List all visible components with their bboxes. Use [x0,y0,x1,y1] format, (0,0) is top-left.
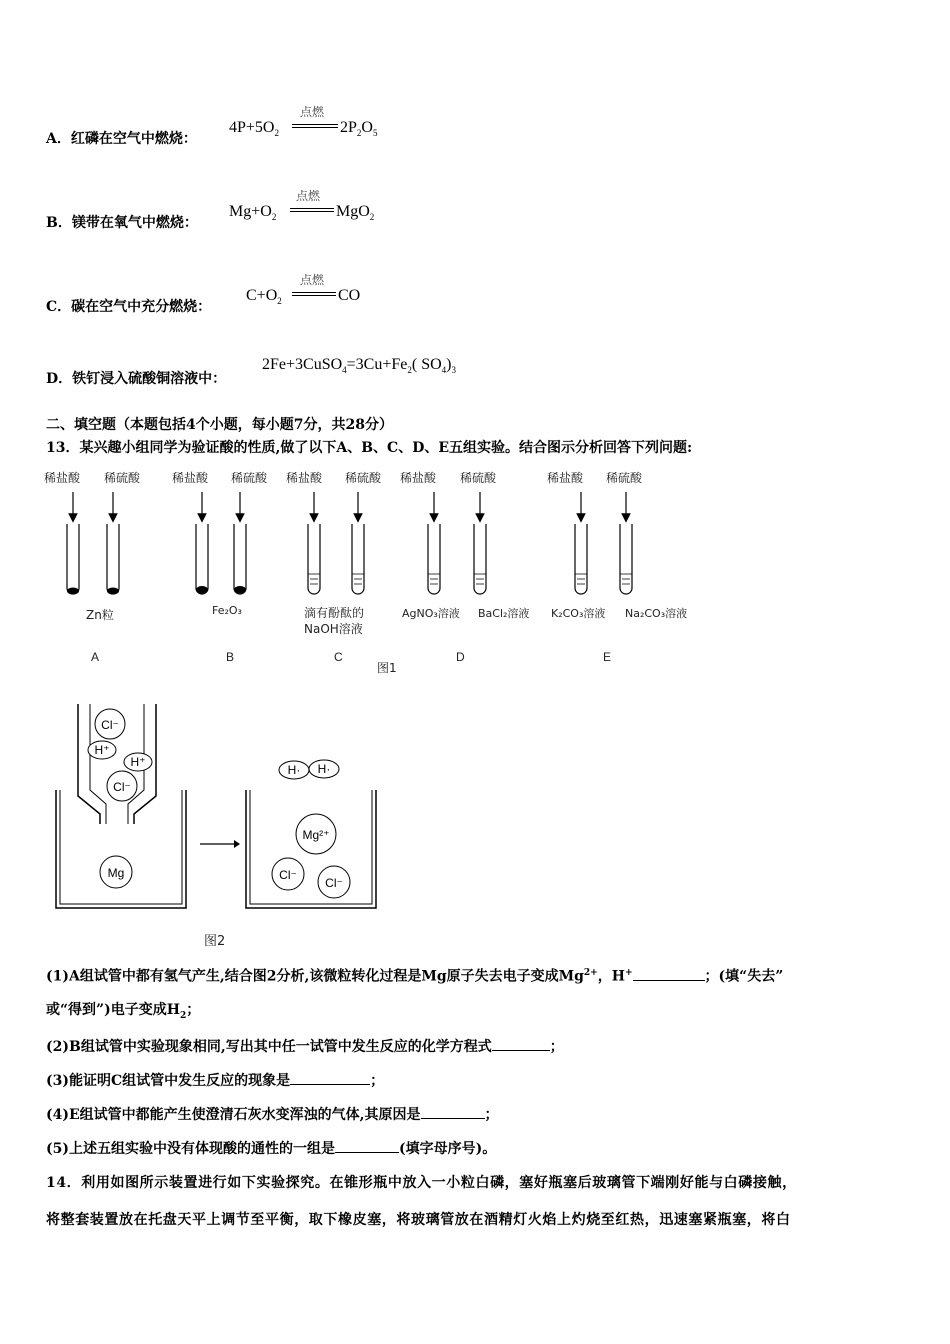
label-cl-1: Cl⁻ [101,718,119,732]
fig1-d-reagent1: AgNO₃溶液 [402,607,460,620]
label-h-2: H⁺ [130,755,146,769]
option-c-reactants: $C+O_2$ [246,287,282,307]
fig1-b-acid-h2so4: 稀硫酸 [231,471,268,485]
fig1-c-acid-h2so4: 稀硫酸 [345,471,382,485]
fig1-a-acid-hcl: 稀盐酸 [44,471,81,485]
option-d-equation: $2Fe+3CuSO_4=3Cu+Fe_2$( $SO_4)_3$ [262,356,456,376]
fig1-d-acid-hcl: 稀盐酸 [400,471,437,485]
answer-blank-4[interactable] [421,1104,485,1119]
fig1-group-c: C [334,650,343,664]
answer-blank-5[interactable] [335,1138,399,1153]
fig1-e-reagent2: Na₂CO₃溶液 [625,607,688,620]
fig1-e-acid-h2so4: 稀硫酸 [606,471,643,485]
q13-p3: (3)能证明C组试管中发生反应的现象是 ； [46,1070,384,1091]
fig1-c-acid-hcl: 稀盐酸 [286,471,323,485]
tube-b1 [196,524,208,594]
option-b-condition: 点燃 [296,189,321,203]
label-mg: Mg [107,866,125,880]
tube-a1 [67,524,79,594]
option-c-condition: 点燃 [300,273,325,287]
q13-p1-line1: (1)A组试管中都有氢气产生,结合图2分析,该微粒转化过程是Mg原子失去电子变成$Mg^{2+}$，H+ ；(填“失去” [46,963,783,987]
label-h-atom-2: H· [317,762,331,776]
fig1-c-reagent-line2: NaOH溶液 [304,622,363,636]
label-mg2: Mg²⁺ [302,828,330,842]
label-cl-2: Cl⁻ [113,780,131,794]
option-d-label: D．铁钉浸入硫酸铜溶液中： [46,371,227,387]
solid-fe2o3-1 [196,586,208,594]
fig1-group-d: D [456,650,465,664]
section-title: 二、填空题（本题包括4个小题，每小题7分，共28分） [46,417,393,433]
beaker-left [56,790,186,908]
tube-d2 [474,524,486,594]
option-c-equals-sign [292,292,336,296]
option-a-equals-sign [292,124,338,128]
option-b-label: B．镁带在氧气中燃烧： [46,215,198,231]
fig1-a-reagent: Zn粒 [86,608,114,622]
solid-fe2o3-2 [234,586,246,594]
fig1-group-a: A [91,650,100,664]
option-b-reactants: $Mg+O_2$ [229,203,277,223]
solid-zn-2 [107,588,119,595]
fig1-b-reagent: Fe₂O₃ [212,604,242,617]
solid-zn-1 [67,588,79,595]
option-a-products: $2P_2O_5$ [340,119,378,139]
label-h-1: H⁺ [94,743,110,757]
tube-d1 [428,524,440,594]
tube-a2 [107,524,119,594]
fig1-b-acid-hcl: 稀盐酸 [172,471,209,485]
q14-line1: 14．利用如图所示装置进行如下实验探究。在锥形瓶中放入一小粒白磷，塞好瓶塞后玻璃管下端刚好能与白磷接触， [46,1175,797,1191]
q13-stem: 13．某兴趣小组同学为验证酸的性质,做了以下A、B、C、D、E五组实验。结合图示分析回答下列问题: [46,440,693,456]
option-a-condition: 点燃 [300,105,325,119]
fig1-c-reagent-line1: 滴有酚酞的 [304,606,365,620]
q14-line2: 将整套装置放在托盘天平上调节至平衡，取下橡皮塞，将玻璃管放在酒精灯火焰上灼烧至红热，迅速塞紧瓶塞，将白 [46,1212,791,1228]
fig2-caption: 图2 [204,934,226,949]
fig1-d-reagent2: BaCl₂溶液 [478,607,530,620]
option-a-label: A．红磷在空气中燃烧： [46,131,197,147]
fig1-a-acid-h2so4: 稀硫酸 [104,471,141,485]
fig1-caption: 图1 [377,661,397,675]
tube-c1 [308,524,320,594]
fig1-e-reagent1: K₂CO₃溶液 [551,607,606,620]
answer-blank-3[interactable] [290,1070,370,1085]
answer-blank-1[interactable] [633,966,705,981]
option-b-equals-sign [290,208,334,212]
q13-p2: (2)B组试管中实验现象相同,写出其中任一试管中发生反应的化学方程式 ； [46,1036,564,1057]
label-cl-4: Cl⁻ [325,876,343,890]
option-b-products: MgO$_2$ [336,203,375,223]
q13-p5: (5)上述五组实验中没有体现酸的通性的一组是 (填字母序号)。 [46,1138,496,1159]
tube-c2 [352,524,364,594]
fig1-group-e: E [603,650,612,664]
tube-b2 [234,524,246,594]
option-a-reactants: $4P+5O_2$ [229,119,279,139]
fig1-d-acid-h2so4: 稀硫酸 [460,471,497,485]
fig1-test-tubes [40,490,720,600]
label-cl-3: Cl⁻ [279,868,297,882]
label-h-atom-1: H· [287,763,301,777]
fig2-diagram [50,700,380,915]
fig1-group-b: B [226,650,235,664]
q13-p4: (4)E组试管中都能产生使澄清石灰水变浑浊的气体,其原因是 ； [46,1104,499,1125]
option-c-products: CO [338,287,361,304]
fig1-e-acid-hcl: 稀盐酸 [547,471,584,485]
answer-blank-2[interactable] [492,1036,550,1051]
q13-p1-line2: 或“得到”)电子变成$H_2$； [46,1002,201,1021]
tube-e1 [575,524,587,594]
tube-e2 [620,524,632,594]
option-c-label: C．碳在空气中充分燃烧： [46,299,212,315]
